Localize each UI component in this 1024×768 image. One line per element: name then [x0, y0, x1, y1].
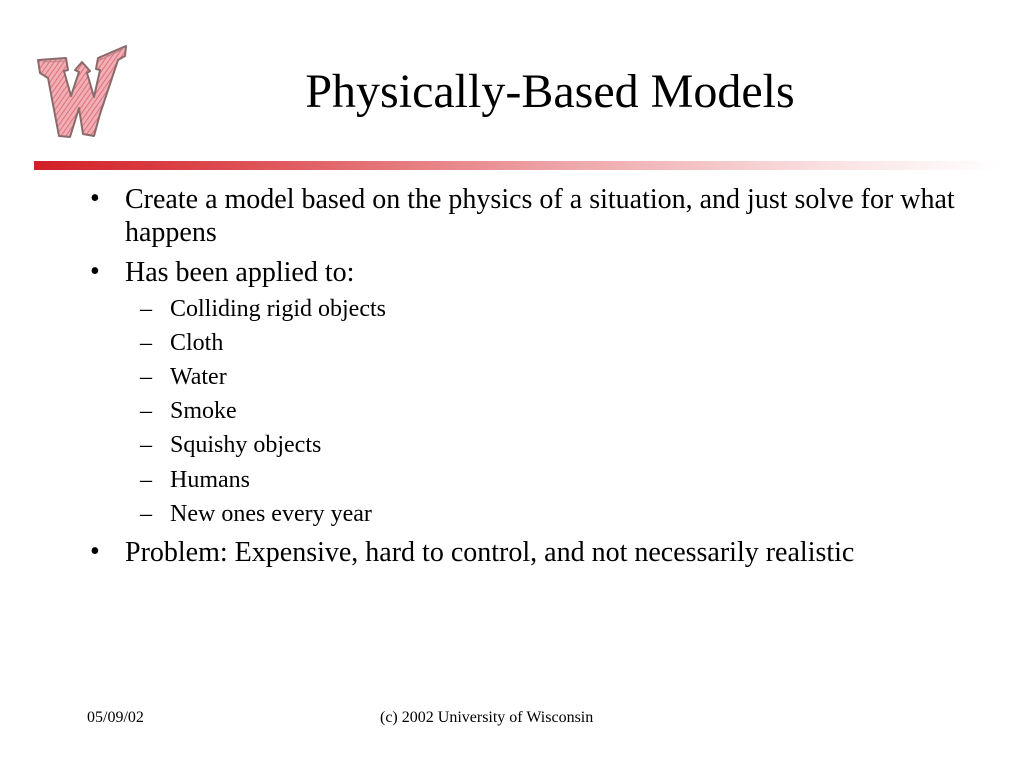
bullet-marker: • [90, 536, 100, 567]
sub-bullet-marker: – [140, 501, 152, 527]
bullet-applied-to: Has been applied to: [125, 257, 355, 288]
sub-bullet-marker: – [140, 432, 152, 458]
sub-bullet-marker: – [140, 364, 152, 390]
sub-item-water: Water [170, 364, 227, 390]
sub-item-cloth: Cloth [170, 330, 224, 356]
bullet-problem: Problem: Expensive, hard to control, and not necessarily realistic [125, 537, 855, 568]
sub-item-new-ones-every-year: New ones every year [170, 501, 372, 527]
sub-item-colliding-rigid-objects: Colliding rigid objects [170, 296, 386, 322]
sub-bullet-marker: – [140, 296, 152, 322]
sub-bullet-marker: – [140, 398, 152, 424]
sub-bullet-marker: – [140, 467, 152, 493]
bullet-create-model: Create a model based on the physics of a situation, and just solve for what happens [125, 184, 955, 248]
sub-item-smoke: Smoke [170, 398, 237, 424]
slide-title: Physically-Based Models [305, 65, 795, 118]
sub-item-humans: Humans [170, 467, 250, 493]
sub-item-squishy-objects: Squishy objects [170, 432, 322, 458]
bullet-marker: • [90, 256, 100, 287]
footer-date: 05/09/02 [87, 709, 144, 726]
sub-bullet-marker: – [140, 330, 152, 356]
bullet-marker: • [90, 183, 100, 214]
footer-copyright: (c) 2002 University of Wisconsin [380, 709, 594, 726]
